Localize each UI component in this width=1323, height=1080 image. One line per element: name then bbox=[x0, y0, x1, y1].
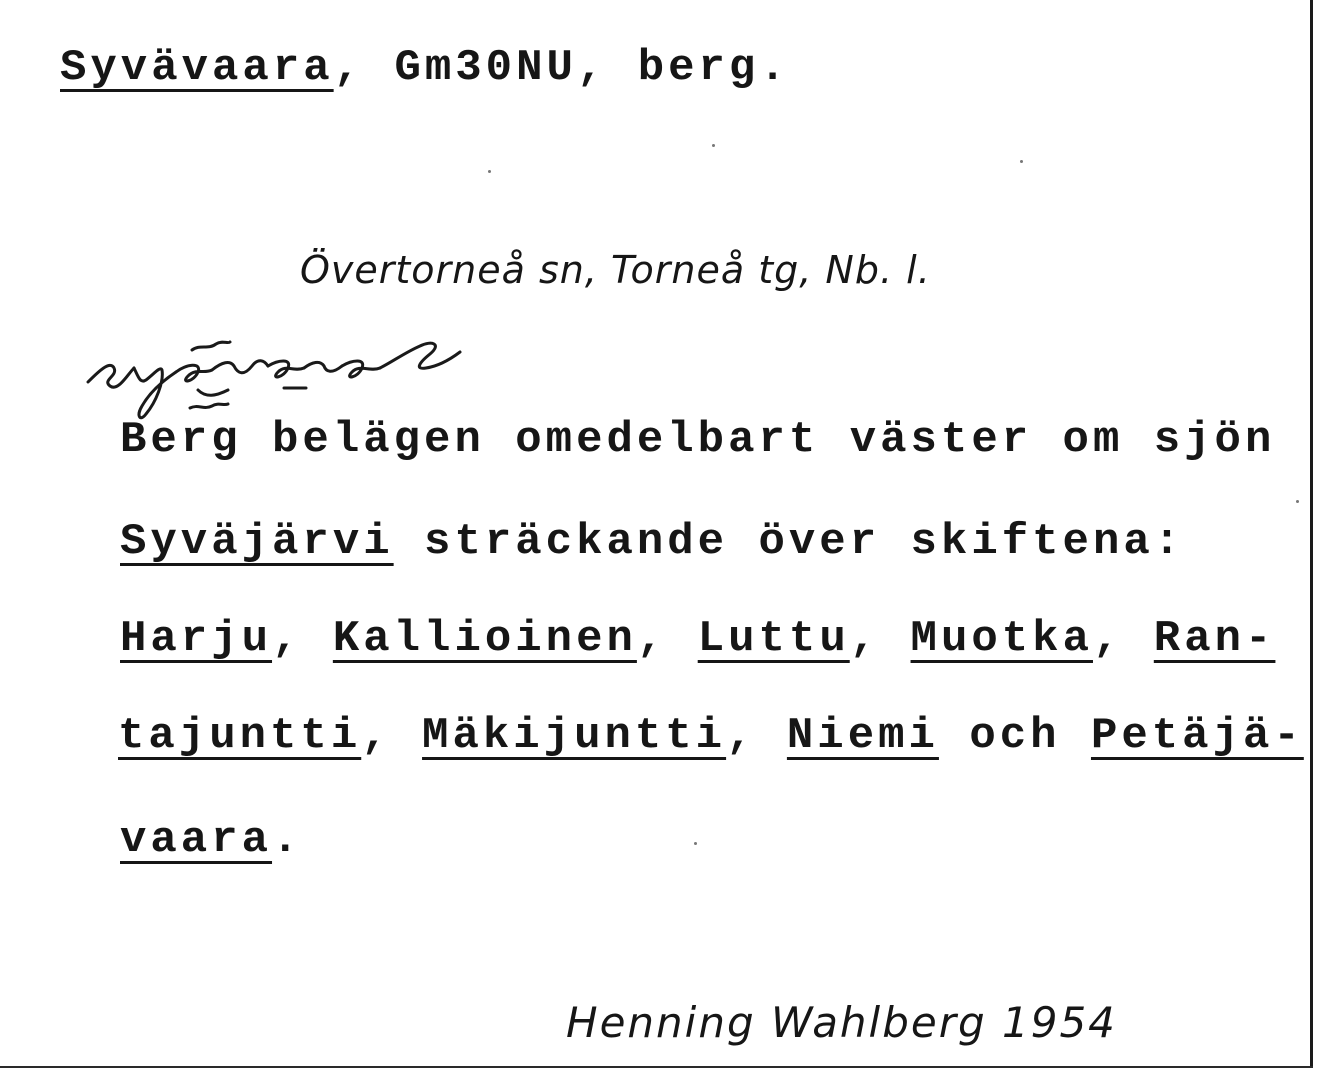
separator: och bbox=[938, 711, 1091, 761]
description-line-5 bbox=[120, 815, 303, 865]
separator: , bbox=[849, 614, 911, 664]
card-edge-bottom bbox=[0, 1066, 1313, 1068]
card-edge-right bbox=[1310, 0, 1313, 1066]
paper-speck bbox=[1296, 500, 1299, 503]
description-line-3 bbox=[120, 614, 1276, 664]
parcel-name: Petäjä- bbox=[1090, 711, 1304, 761]
signature: Henning Wahlberg 1954 bbox=[566, 998, 1117, 1047]
description-line-1: Berg belägen omedelbart väster om sjön bbox=[120, 415, 1276, 465]
paper-speck bbox=[712, 144, 715, 147]
paper-speck bbox=[694, 842, 697, 845]
separator: , bbox=[636, 614, 698, 664]
parcel-name: Luttu bbox=[697, 614, 850, 664]
parcel-name: Harju bbox=[120, 614, 273, 664]
feature-type: berg. bbox=[637, 43, 790, 93]
separator: . bbox=[272, 815, 303, 865]
parcel-name: Niemi bbox=[786, 711, 939, 761]
lake-name: Syväjärvi bbox=[120, 517, 394, 567]
parcel-name: vaara bbox=[120, 815, 273, 865]
separator: , bbox=[361, 711, 423, 761]
line-text: sträckande över skiftena: bbox=[393, 517, 1185, 567]
description-line-4 bbox=[118, 711, 1304, 761]
parcel-name: Muotka bbox=[910, 614, 1093, 664]
parcel-name: tajuntti bbox=[118, 711, 362, 761]
card-heading bbox=[60, 43, 790, 93]
heading-separator: , bbox=[576, 43, 638, 93]
parish-line: Övertorneå sn, Torneå tg, Nb. l. bbox=[300, 248, 931, 292]
place-name: Syvävaara bbox=[60, 43, 334, 93]
paper-speck bbox=[1020, 160, 1023, 163]
paper-speck bbox=[488, 170, 491, 173]
separator: , bbox=[726, 711, 787, 761]
separator: , bbox=[1092, 614, 1154, 664]
description-line-2 bbox=[120, 517, 1185, 567]
handwritten-note bbox=[80, 310, 540, 430]
heading-separator: , bbox=[333, 43, 395, 93]
parcel-name: Kallioinen bbox=[332, 614, 637, 664]
parcel-name: Ran- bbox=[1153, 614, 1276, 664]
parcel-name: Mäkijuntti bbox=[422, 711, 727, 761]
separator: , bbox=[272, 614, 333, 664]
map-code: Gm30NU bbox=[394, 43, 577, 93]
